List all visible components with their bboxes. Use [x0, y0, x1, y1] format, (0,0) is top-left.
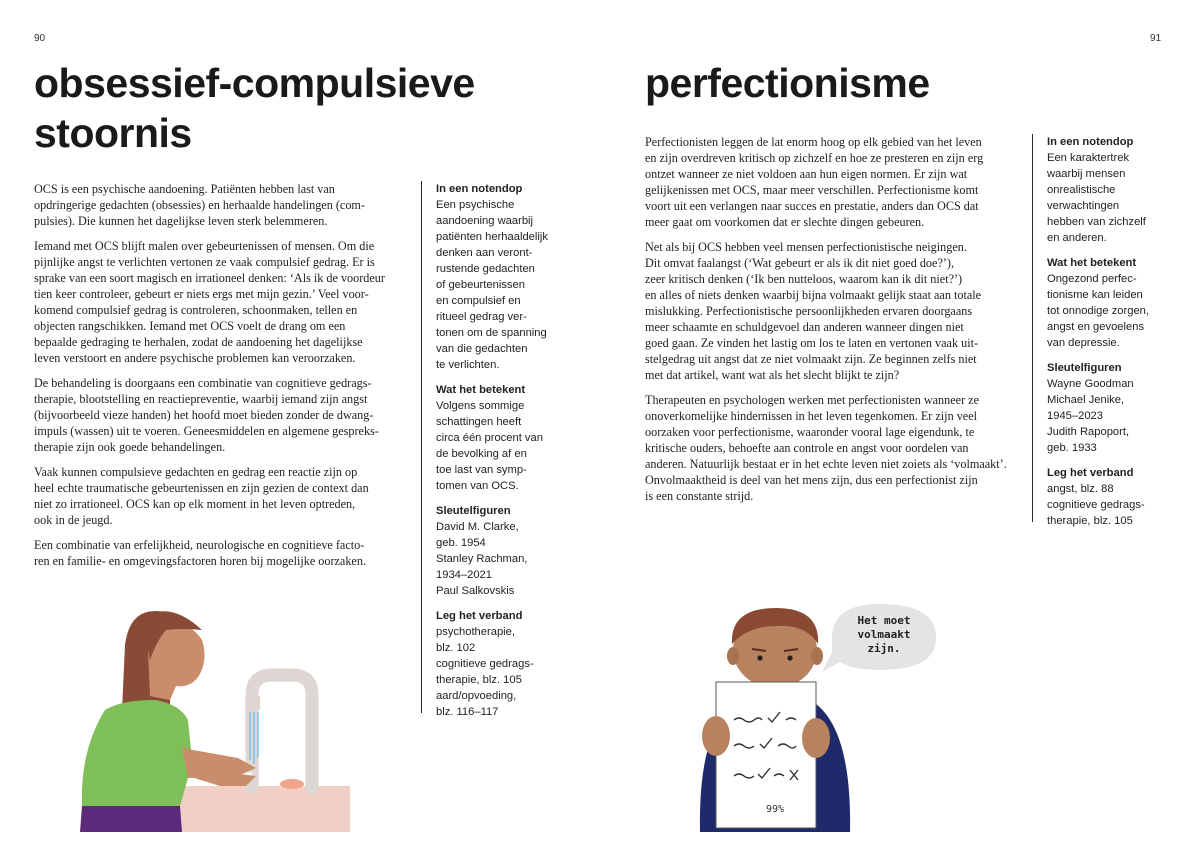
body-line: komend compulsief gedrag is controleren, schoonmaken, tellen en [34, 303, 358, 317]
body-line: Therapeuten en psychologen werken met perfectionisten wanneer ze [645, 393, 979, 407]
sidebar-line: schattingen heeft [436, 416, 522, 428]
right-body-text [645, 134, 1020, 513]
sidebar-section [436, 382, 566, 494]
body-line: niet zo irrationeel. OCS kan op elk moment in het leven optreden, [34, 497, 356, 511]
sidebar-line: tot onnodige zorgen, [1047, 305, 1150, 317]
faucet-icon [252, 675, 312, 788]
body-line: ren en familie- en omgevingsfactoren horen bij mogelijke oorzaken. [34, 554, 366, 568]
sidebar-line: van depressie. [1047, 337, 1120, 349]
body-paragraph [645, 134, 1020, 230]
body-line: Onvolmaaktheid is deel van het mens zijn, dus een perfectionist zijn [645, 473, 978, 487]
body-line: mislukking. Perfectionistische persoonlijkheden ervaren doorgaans [645, 304, 973, 318]
body-paragraph [645, 239, 1020, 383]
body-paragraph [645, 392, 1020, 504]
sidebar-line: en compulsief en [436, 295, 521, 307]
body-line: meer gaat om voorkomen dat er slechte dingen gebeuren. [645, 215, 925, 229]
eye-right [787, 655, 792, 660]
sidebar-section [436, 503, 566, 599]
bubble-line: Het moet [857, 614, 911, 627]
sidebar-line: therapie, blz. 105 [1047, 515, 1133, 527]
sidebar-line: blz. 116–117 [436, 706, 499, 718]
sidebar-line: Judith Rapoport, [1047, 426, 1130, 438]
body-line: voort uit een verlangen naar succes en prestatie, anders dan OCS dat [645, 199, 979, 213]
left-page-title [34, 58, 504, 158]
body-paragraph [34, 537, 409, 569]
sidebar-line: geb. 1933 [1047, 442, 1097, 454]
body-line: is een constante strijd. [645, 489, 754, 503]
ear-left [727, 647, 739, 665]
body-line: Net als bij OCS hebben veel mensen perfectionistische neigingen. [645, 240, 967, 254]
body-paragraph [34, 375, 409, 455]
body-line: en zijn overdreven kritisch op zichzelf en hoe ze presteren en zijn erg [645, 151, 984, 165]
body-line: objecten rangschikken. Iemand met OCS voelt de drang om een [34, 319, 346, 333]
title-line: stoornis [34, 110, 192, 156]
body-line: anderen. Natuurlijk bestaat er in het echte leven niet zoiets als ‘volmaakt’. [645, 457, 1007, 471]
body-line: pulsies). Die kunnen het dagelijkse leven sterk belemmeren. [34, 214, 328, 228]
body-line: sprake van een soort magisch en irrationeel denken: ‘Als ik de voordeur [34, 271, 385, 285]
soap-icon [280, 779, 304, 789]
body-line: en alles of niets denken waarbij bijna volmaakt gelijk staat aan totale [645, 288, 982, 302]
body-paragraph [34, 238, 409, 366]
body-line: stelgedrag uit angst dat ze niet volmaakt zijn. Ze beginnen zelfs niet [645, 352, 977, 366]
sidebar-line: cognitieve gedrags- [1047, 499, 1145, 511]
sidebar-line: Paul Salkovskis [436, 585, 515, 597]
sidebar-line: Volgens sommige [436, 400, 525, 412]
body-line: therapie zijn ook goede behandelingen. [34, 440, 226, 454]
sidebar-section [1047, 360, 1175, 456]
sidebar-line: hebben van zichzelf [1047, 216, 1146, 228]
sidebar-line: geb. 1954 [436, 537, 486, 549]
faucet-spout [246, 696, 260, 710]
sidebar-heading: Leg het verband [1047, 467, 1134, 479]
sidebar-line: therapie, blz. 105 [436, 674, 522, 686]
sidebar-line: angst, blz. 88 [1047, 483, 1114, 495]
body-paragraph [34, 464, 409, 528]
sidebar-line: circa één procent van [436, 432, 543, 444]
body-line: onoverkomelijke hindernissen in het leven tegenkomen. Er zijn veel [645, 409, 978, 423]
sidebar-line: en anderen. [1047, 232, 1107, 244]
body-line: therapie, blootstelling en reactiepreventie, waarbij iemand zijn angst [34, 392, 368, 406]
sidebar-line: Stanley Rachman, [436, 553, 528, 565]
body-line: De behandeling is doorgaans een combinatie van cognitieve gedrags- [34, 376, 372, 390]
sidebar-heading: Wat het betekent [436, 384, 526, 396]
body-line: ook in de jeugd. [34, 513, 113, 527]
body-line: leven verstoort en andere psychische problemen kan veroorzaken. [34, 351, 356, 365]
sidebar-line: David M. Clarke, [436, 521, 519, 533]
body-line: oorzaken voor perfectionisme, waaronder vooral lage eigendunk, te [645, 425, 975, 439]
page-number-left: 90 [34, 33, 46, 44]
hand-right [802, 718, 830, 758]
body-line: Dit omvat faalangst (‘Wat gebeurt er als ik dit niet goed doe?’), [645, 256, 955, 270]
body-line: meer schaamte en schuldgevoel dan anderen wanneer dingen niet [645, 320, 964, 334]
man-with-paper-illustration [690, 604, 860, 832]
body-line: met dat artikel, want wat als het slecht blijkt te zijn? [645, 368, 900, 382]
sidebar-heading: Sleutelfiguren [436, 505, 511, 517]
sidebar-line: toe last van symp- [436, 464, 527, 476]
title-line: obsessief-compulsieve [34, 60, 475, 106]
sidebar-heading: Sleutelfiguren [1047, 362, 1122, 374]
woman-handwashing-illustration [70, 600, 360, 832]
body-line: OCS is een psychische aandoening. Patiënten hebben last van [34, 182, 335, 196]
sidebar-line: Michael Jenike, [1047, 394, 1125, 406]
sidebar-line: rustende gedachten [436, 263, 535, 275]
sidebar-heading: Leg het verband [436, 610, 523, 622]
page-number-right: 91 [1150, 33, 1162, 44]
body-line: ontzet wanneer ze niet voldoen aan hun eigen normen. Er zijn wat [645, 167, 968, 181]
sidebar-line: ritueel gedrag ver- [436, 311, 527, 323]
right-page-title [645, 58, 1025, 108]
sidebar-line: aard/opvoeding, [436, 690, 517, 702]
sidebar-section [1047, 255, 1175, 351]
sidebar-section [1047, 134, 1175, 246]
body-line: bepaalde gedraging te herhalen, zodat de aandoening het dagelijkse [34, 335, 363, 349]
sidebar-line: van die gedachten [436, 343, 528, 355]
sidebar-line: Een psychische [436, 199, 515, 211]
sidebar-section [1047, 465, 1175, 529]
sidebar-line: de bevolking af en [436, 448, 527, 460]
sidebar-line: tomen van OCS. [436, 480, 519, 492]
sidebar-line: Een karaktertrek [1047, 152, 1130, 164]
body-paragraph [34, 181, 409, 229]
sidebar-line: patiënten herhaaldelijk [436, 231, 548, 243]
sidebar-heading: Wat het betekent [1047, 257, 1137, 269]
ear-right [811, 647, 823, 665]
eye-left [757, 655, 762, 660]
sidebar-line: 1945–2023 [1047, 410, 1103, 422]
body-line: Een combinatie van erfelijkheid, neurologische en cognitieve facto- [34, 538, 365, 552]
body-line: Iemand met OCS blijft malen over gebeurtenissen of mensen. Om die [34, 239, 375, 253]
body-line: opdringerige gedachten (obsessies) en herhaalde handelingen (com- [34, 198, 365, 212]
sidebar-section [436, 608, 566, 720]
sidebar-heading: In een notendop [1047, 136, 1134, 148]
sidebar-line: psychotherapie, [436, 626, 515, 638]
body-line: Perfectionisten leggen de lat enorm hoog op elk gebied van het leven [645, 135, 982, 149]
body-line: impuls (wassen) uit te voeren. Geneesmiddelen en algemene gespreks- [34, 424, 379, 438]
sidebar-line: blz. 102 [436, 642, 476, 654]
sidebar-line: of gebeurtenissen [436, 279, 525, 291]
body-line: kritische ouders, behoefte aan controle en angst voor oordelen van [645, 441, 969, 455]
sidebar-line: waarbij mensen [1047, 168, 1126, 180]
body-line: pijnlijke angst te verlichten vertonen ze vaak compulsief gedrag. Er is [34, 255, 375, 269]
body-line: Vaak kunnen compulsieve gedachten en gedrag een reactie zijn op [34, 465, 358, 479]
body-line: tien keer controleer, gebeurt er niets ergs met mijn gezin.’ Veel voor- [34, 287, 369, 301]
sidebar-line: te verlichten. [436, 359, 500, 371]
body-line: gelijkenissen met OCS, maar meer verschillen. Perfectionisme komt [645, 183, 979, 197]
sidebar-line: cognitieve gedrags- [436, 658, 534, 670]
bubble-line: volmaakt [857, 628, 911, 641]
right-sidebar [1032, 134, 1175, 527]
bubble-line: zijn. [867, 642, 901, 655]
body-line: zeer kritisch denken (‘Ik ben nutteloos, waarom kan ik dit niet?’) [645, 272, 963, 286]
body-line: (bijvoorbeeld vieze handen) het hoofd moet bieden zonder de dwang- [34, 408, 374, 422]
left-body-text [34, 181, 409, 578]
sidebar-line: Ongezond perfec- [1047, 273, 1137, 285]
body-line: heel echte traumatische gebeurtenissen en zijn gezien de context dan [34, 481, 369, 495]
sidebar-line: Wayne Goodman [1047, 378, 1134, 390]
left-sidebar [421, 181, 566, 718]
sidebar-line: verwachtingen [1047, 200, 1120, 212]
sidebar-heading: In een notendop [436, 183, 523, 195]
sidebar-section [436, 181, 566, 373]
sidebar-line: tionisme kan leiden [1047, 289, 1143, 301]
hand-left [702, 716, 730, 756]
body-line: goed gaan. Ze vinden het lastig om los te laten en vertonen vaak uit- [645, 336, 979, 350]
sidebar-line: aandoening waarbij [436, 215, 534, 227]
sidebar-line: onrealistische [1047, 184, 1116, 196]
sidebar-line: 1934–2021 [436, 569, 492, 581]
purple-pants [80, 806, 182, 832]
sidebar-line: tonen om de spanning [436, 327, 547, 339]
sidebar-line: angst en gevoelens [1047, 321, 1145, 333]
sidebar-line: denken aan veront- [436, 247, 533, 259]
paper-score: 99% [766, 804, 785, 815]
title-line: perfectionisme [645, 60, 930, 106]
